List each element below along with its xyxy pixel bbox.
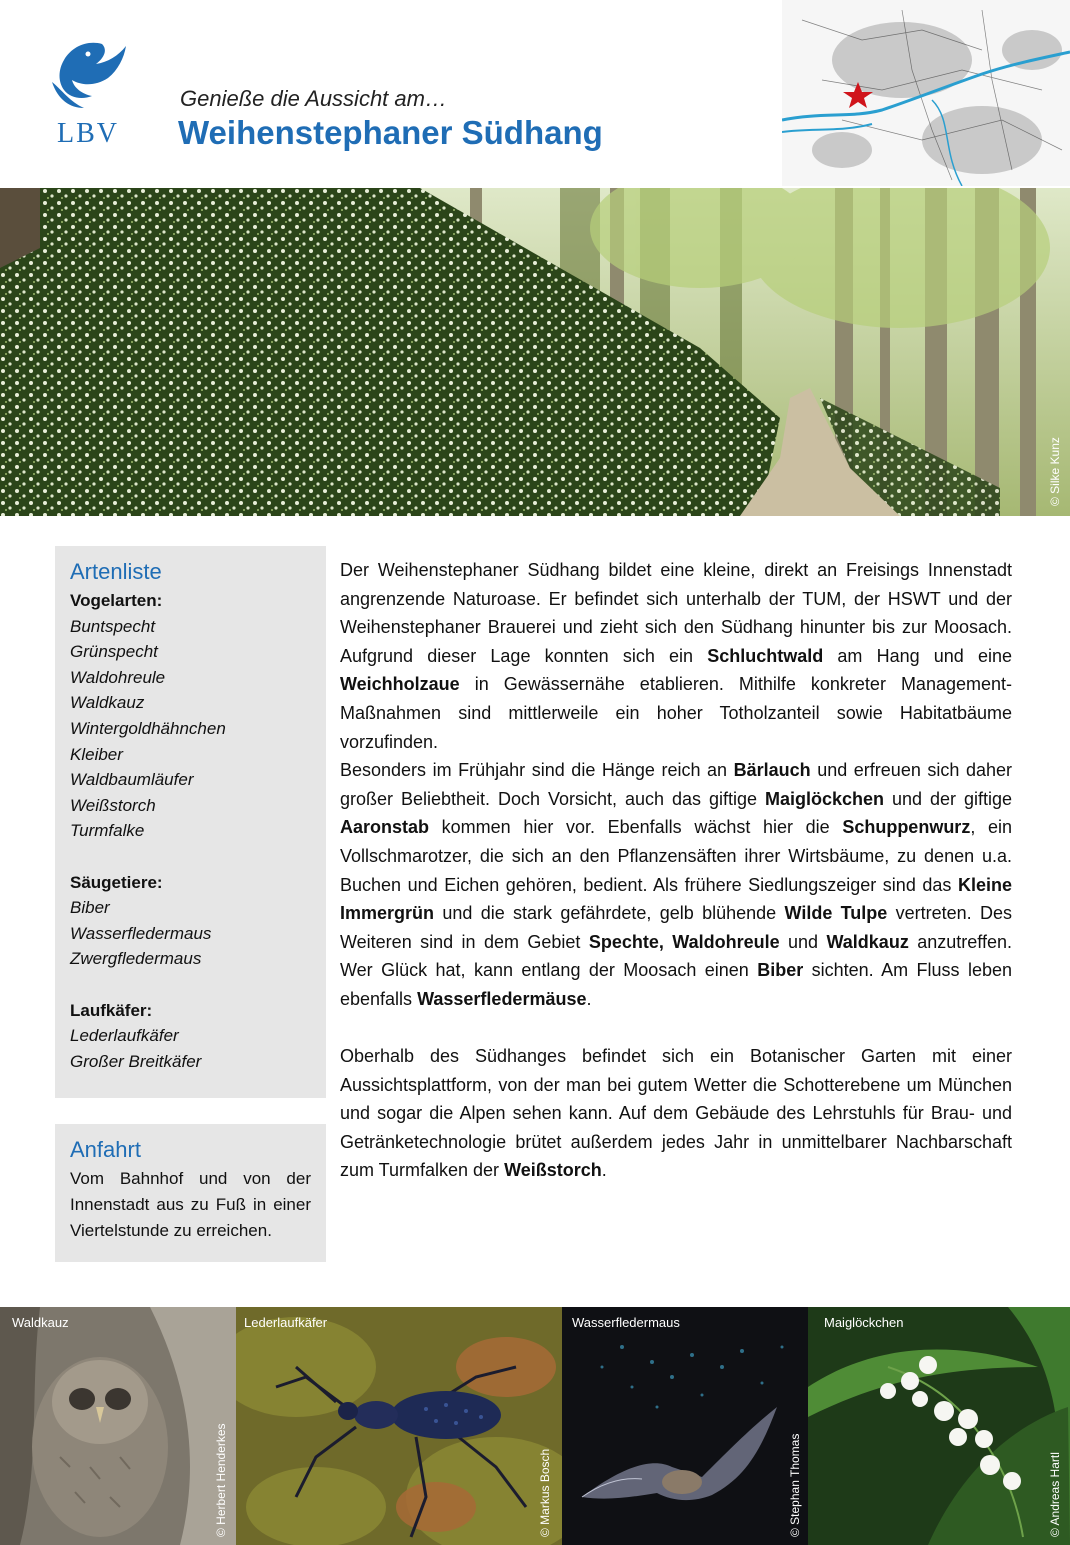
species-item: Waldbaumläufer — [70, 770, 194, 790]
species-item: Großer Breitkäfer — [70, 1051, 202, 1071]
bold-term: Aaronstab — [340, 817, 430, 838]
species-category: Säugetiere: — [70, 872, 163, 892]
text-segment: am Hang und eine — [823, 645, 1013, 666]
bold-term: Waldkauz — [826, 931, 909, 952]
text-segment: anzutreffen. Wer Glück hat, kann entlang der Moosach einen — [340, 931, 1012, 981]
text-segment: und der giftige — [884, 788, 1012, 809]
text-segment: Besonders im Frühjahr sind die Hänge reich an — [340, 760, 734, 781]
directions-title: Anfahrt — [70, 1137, 141, 1162]
directions-text: Vom Bahnhof und von der Innenstadt aus zu Fuß in einer Viertelstunde zu erreichen. — [70, 1169, 311, 1240]
bold-term: Spechte, Waldohreule — [588, 931, 780, 952]
photo-credit: © Andreas Hartl — [1048, 1452, 1062, 1537]
photo-credit: © Herbert Henderkes — [214, 1423, 228, 1537]
text-segment: sichten. Am Fluss leben ebenfalls — [340, 960, 1012, 1009]
text-segment: Der Weihenstephaner Südhang bildet eine kleine, direkt an Freisings Innenstadt angrenzende Naturoase. Er befindet sich unterhalb der TUM, der HSWT und der Weihenstephaner Brauerei und zieht sich den Südhang hinunter bis zur Moosach. Aufgrund dieser Lage konnten sich ein — [340, 560, 1012, 666]
species-item: Waldkauz — [70, 693, 145, 713]
species-item: Lederlaufkäfer — [70, 1026, 179, 1046]
page-subtitle: Genieße die Aussicht am… — [180, 86, 447, 111]
text-segment: , ein Vollschmarotzer, die sich an den Pflanzensäften ihrer Wirtsbäume, zu denen u.a. Buchen und Eichen gehören, bedient. Als frühere Siedlungszeiger sind das — [340, 817, 1012, 895]
species-item: Grünspecht — [70, 642, 158, 662]
text-segment: . — [586, 988, 592, 1009]
bold-term: Wasserfledermäuse — [417, 988, 587, 1009]
photo-label: Lederlaufkäfer — [244, 1315, 328, 1330]
bold-term: Biber — [757, 960, 804, 981]
species-category: Laufkäfer: — [70, 1000, 153, 1020]
text-segment: und die stark gefährdete, gelb blühende — [434, 903, 785, 924]
species-item: Wasserfledermaus — [70, 923, 212, 943]
paragraph-intro — [340, 556, 1012, 756]
species-item: Weißstorch — [70, 795, 156, 815]
bold-term: Bärlauch — [733, 760, 811, 781]
photo-leather-beetle — [236, 1307, 562, 1545]
photo-credit: © Stephan Thomas — [788, 1433, 802, 1537]
logo-text: LBV — [57, 118, 119, 149]
species-item: Kleiber — [70, 744, 123, 764]
text-segment: und — [779, 931, 827, 952]
directions-box — [55, 1124, 326, 1262]
bold-term: Kleine Immergrün — [340, 874, 1012, 924]
photo-label: Maiglöckchen — [824, 1315, 904, 1330]
species-item: Buntspecht — [70, 616, 156, 636]
paragraph-botanical-garden — [340, 1042, 1012, 1185]
text-segment: Oberhalb des Südhanges befindet sich ein Botanischer Garten mit einer Aussichtsplattform, von der man bei gutem Wetter die Schotterebene um München und sogar die Alpen sehen kann. Auf dem Gebäude des Lehrstuhls für Brau- und Getränketechnologie brütet außerdem jedes Jahr in unmittelbarer Nachbarschaft zum Turmfalken der — [340, 1046, 1012, 1181]
lbv-logo — [48, 38, 128, 150]
photo-label: Wasserfledermaus — [572, 1315, 680, 1330]
text-segment: . — [601, 1160, 607, 1181]
text-segment: vertreten. Des Weiteren sind in dem Gebiet — [340, 903, 1012, 952]
photo-label: Waldkauz — [12, 1315, 69, 1330]
kingfisher-logo-icon — [48, 38, 128, 118]
species-category: Vogelarten: — [70, 591, 163, 610]
bold-term: Maiglöckchen — [764, 788, 885, 809]
species-item: Zwergfledermaus — [70, 949, 202, 969]
bold-term: Schuppenwurz — [842, 817, 971, 838]
text-segment: kommen hier vor. Ebenfalls wächst hier die — [429, 817, 843, 838]
location-map — [782, 0, 1070, 186]
hero-photo — [0, 188, 1070, 516]
species-list-title: Artenliste — [70, 559, 162, 584]
species-item: Waldohreule — [70, 667, 166, 687]
species-item: Wintergoldhähnchen — [70, 718, 226, 738]
text-segment: und erfreuen sich daher großer Beliebtheit. Doch Vorsicht, auch das giftige — [340, 760, 1012, 809]
photo-credit: © Markus Bosch — [538, 1448, 552, 1537]
photo-daubentons-bat — [562, 1307, 808, 1545]
bold-term: Wilde Tulpe — [784, 903, 888, 924]
species-item: Turmfalke — [70, 821, 145, 841]
main-text — [340, 556, 1012, 1185]
species-item: Biber — [70, 898, 110, 918]
page-title: Weihenstephaner Südhang — [178, 114, 603, 151]
bold-term: Weichholzaue — [340, 674, 460, 695]
paragraph-flora-fauna — [340, 756, 1012, 1013]
bold-term: Weißstorch — [504, 1160, 602, 1181]
bold-term: Schluchtwald — [707, 645, 824, 666]
photo-lily-of-the-valley — [808, 1307, 1070, 1545]
text-segment: in Gewässernähe etablieren. Mithilfe konkreter Management-Maßnahmen sind mittlerweile ein hoher Totholzanteil sowie Habitatbäume vorzufinden. — [340, 674, 1012, 752]
hero-credit: © Silke Kunz — [1048, 437, 1062, 506]
photo-tawny-owl — [0, 1307, 236, 1545]
species-list-box — [55, 546, 326, 1098]
photo-strip — [0, 1307, 1070, 1545]
